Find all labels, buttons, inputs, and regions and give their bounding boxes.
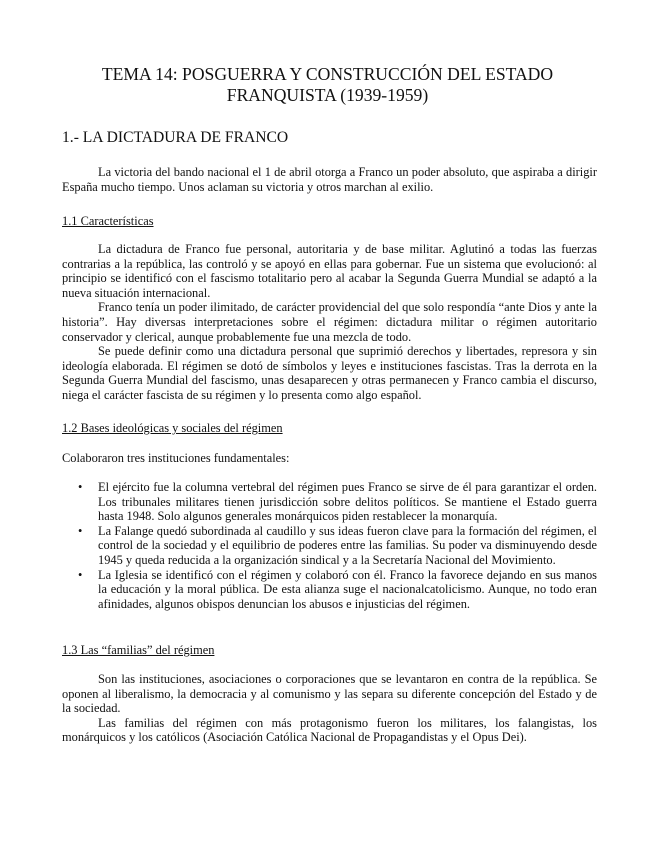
subsection-heading-caracteristicas: 1.1 Características bbox=[62, 214, 154, 228]
bases-list-block bbox=[62, 480, 597, 611]
caracteristicas-paragraph-1: La dictadura de Franco fue personal, autoritaria y de base militar. Aglutinó a todas las fuerzas contrarias a la república, las controló y se apoyó en ellas para gobernar. Fue un sistema que evolucionó: al principio se identificó con el fascismo totalitario pero al acabar la Segunda Guerra Mundial se adaptó a la nueva situación internacional. bbox=[62, 242, 597, 300]
familias-paragraphs bbox=[62, 672, 597, 745]
list-item-iglesia bbox=[78, 567, 597, 612]
bullet-icon: • bbox=[78, 567, 83, 582]
subsection-familias-block bbox=[62, 643, 597, 658]
list-item-text: La Iglesia se identificó con el régimen y colaboró con él. Franco la favorece dejando en sus manos la educación y la moral pública. De esta alianza suge el nacionalcatolicismo. Aunque, no todo eran afinidades, algunos obispos denuncian los abusos e injusticias del régimen. bbox=[98, 567, 597, 611]
caracteristicas-paragraph-3: Se puede definir como una dictadura personal que suprimió derechos y libertades, represora y sin ideología elaborada. El régimen se dotó de símbolos y leyes e instituciones fascistas. Tras la derrota en la Segunda Guerra Mundial del fascismo, unas desaparecen y otras permanecen y Franco cambia el discurso, niega el carácter fascista de su régimen y lo presenta como algo español. bbox=[62, 344, 597, 402]
list-item-text: El ejército fue la columna vertebral del régimen pues Franco se sirve de él para garantizar el orden. Los tribunales militares tienen jurisdicción sobre delitos políticos. Se mantiene el Estado guerra hasta 1948. Solo algunos generales monárquicos piden restablecer la monarquía. bbox=[98, 480, 597, 524]
caracteristicas-paragraph-2: Franco tenía un poder ilimitado, de carácter providencial del que solo respondía “ante Dios y ante la historia”. Hay diversas interpretaciones sobre el régimen: dictadura militar o régimen autoritario conservador y clerical, aunque probablemente fue una mezcla de todo. bbox=[62, 300, 597, 344]
subsection-caracteristicas-block bbox=[62, 214, 597, 229]
subsection-heading-bases: 1.2 Bases ideológicas y sociales del régimen bbox=[62, 421, 283, 435]
caracteristicas-paragraphs bbox=[62, 242, 597, 403]
document-title: TEMA 14: POSGUERRA Y CONSTRUCCIÓN DEL ESTADO FRANQUISTA (1939-1959) bbox=[101, 64, 554, 105]
list-item-ejercito bbox=[78, 480, 597, 524]
subsection-bases-block bbox=[62, 421, 597, 436]
section1-intro-block bbox=[62, 165, 597, 194]
list-item-falange bbox=[78, 523, 597, 568]
familias-paragraph-1: Son las instituciones, asociaciones o corporaciones que se levantaron en contra de la república. Se oponen al liberalismo, la democracia y al comunismo y las separa su diferente concepción del Estado y de la sociedad. bbox=[62, 672, 597, 716]
bases-intro-paragraph: Colaboraron tres instituciones fundamentales: bbox=[62, 451, 290, 465]
subsection-heading-familias: 1.3 Las “familias” del régimen bbox=[62, 643, 215, 657]
bullet-icon: • bbox=[78, 480, 83, 494]
bullet-icon: • bbox=[78, 523, 83, 538]
list-item-text: La Falange quedó subordinada al caudillo y sus ideas fueron clave para la formación del régimen, el control de la sociedad y el equilibrio de poderes entre las familias. Su poder va disminuyendo desde 1945 y queda reducida a la organización sindical y a la Secretaría Nacional del Movimiento. bbox=[98, 523, 597, 567]
familias-paragraph-2: Las familias del régimen con más protagonismo fueron los militares, los falangistas, los monárquicos y los católicos (Asociación Católica Nacional de Propagandistas y el Opus Dei). bbox=[62, 715, 597, 745]
section-heading-dictadura: 1.- LA DICTADURA DE FRANCO bbox=[62, 129, 289, 146]
bases-intro-block bbox=[62, 451, 597, 466]
section1-intro-paragraph: La victoria del bando nacional el 1 de abril otorga a Franco un poder absoluto, que aspiraba a dirigir España mucho tiempo. Unos aclaman su victoria y otros marchan al exilio. bbox=[62, 165, 597, 194]
instituciones-list bbox=[62, 480, 597, 611]
